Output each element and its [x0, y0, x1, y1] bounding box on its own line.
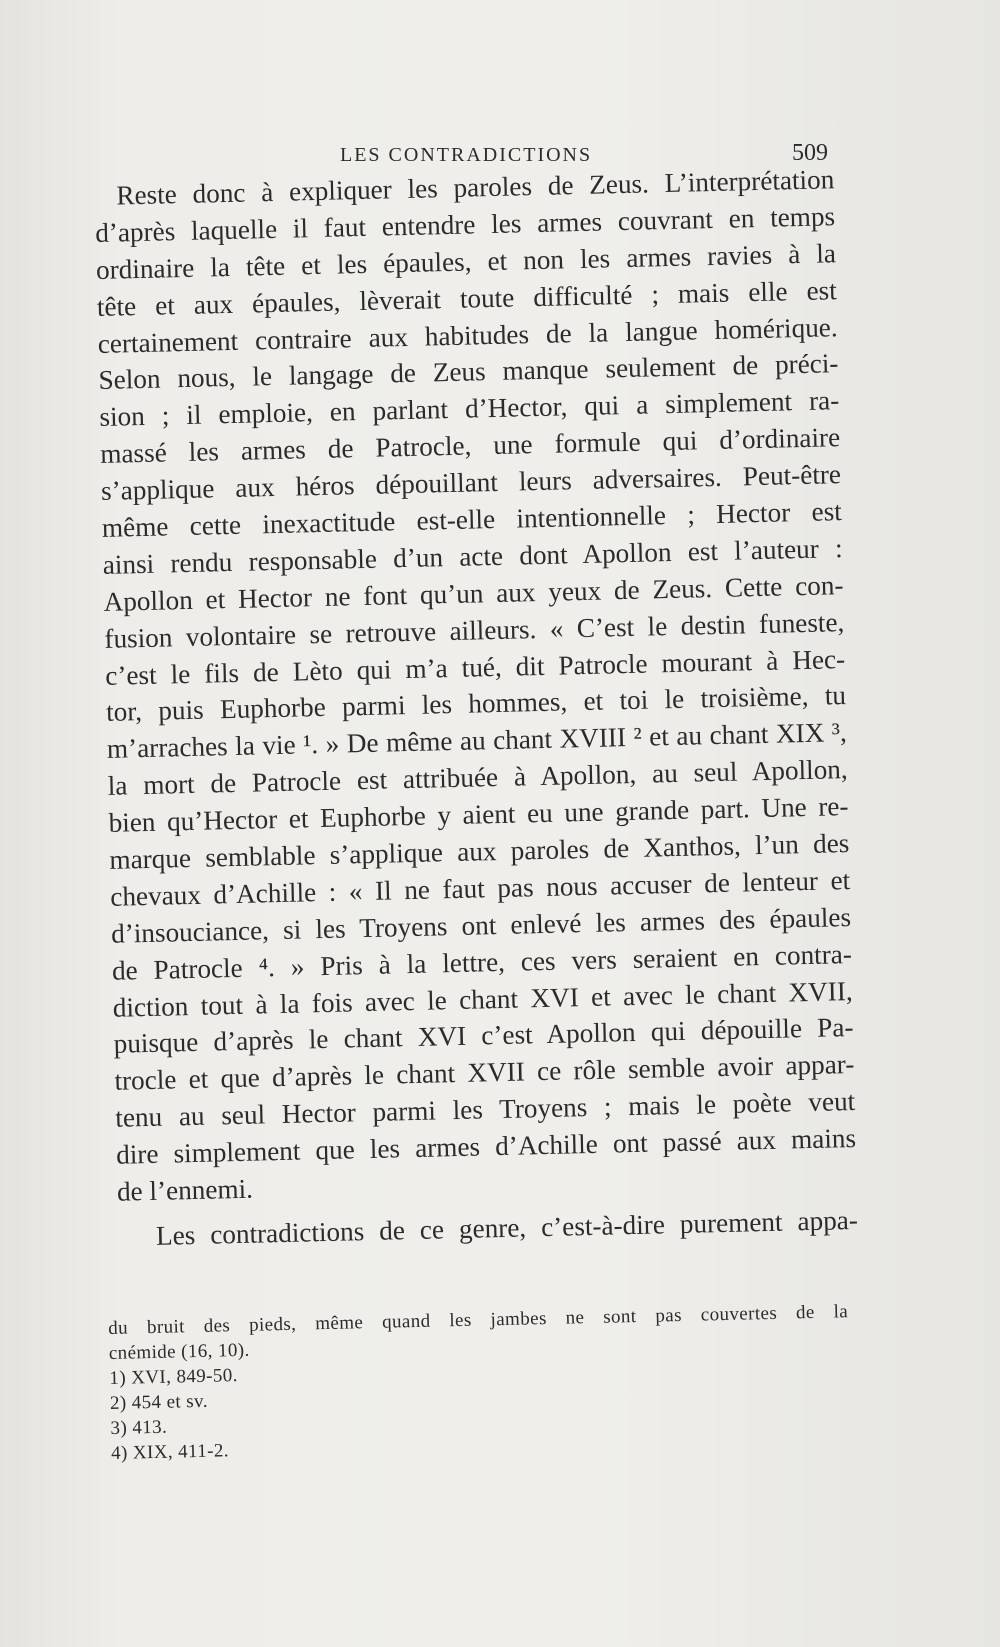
text-line: tor, puis Euphorbe parmi les hommes, et toi le troisième, tu [105, 680, 847, 728]
footnote-4: 4) XIX, 411-2. [110, 1440, 230, 1464]
text-line: trocle et que d’après le chant XVII ce rôle semble avoir appar- [114, 1049, 855, 1097]
text-line: m’arraches la vie ¹. » De même au chant XVIII ² et au chant XIX ³, [106, 717, 848, 765]
text-line: Reste donc à expliquer les paroles de Zeus. L’interprétation [116, 164, 835, 211]
text-line: tête et aux épaules, lèverait toute difficulté ; mais elle est [96, 274, 838, 322]
text-line: d’insouciance, si les Troyens ont enlevé les armes des épaules [110, 901, 852, 949]
text-line: marque semblable s’applique aux paroles de Xanthos, l’un des [109, 828, 850, 875]
text-line: la mort de Patrocle est attribuée à Apollon, au seul Apollon, [107, 754, 848, 802]
text-line: d’après laquelle il faut entendre les armes couvrant en temps [94, 201, 836, 248]
text-line: massé les armes de Patrocle, une formule qui d’ordinaire [99, 422, 841, 470]
text-line: ainsi rendu responsable d’un acte dont Apollon est l’auteur : [102, 533, 843, 580]
text-line: fusion volontaire se retrouve ailleurs. « C’est le destin funeste, [104, 606, 845, 654]
footnotes [108, 1299, 851, 1466]
page-number: 509 [792, 140, 828, 166]
text-line: Les contradictions de ce genre, c’est-à-dire purement appa- [155, 1204, 859, 1251]
text-line: de l’ennemi. [116, 1173, 254, 1207]
text-line: Selon nous, le langage de Zeus manque seulement de préci- [98, 348, 839, 396]
text-line: sion ; il emploie, en parlant d’Hector, qui a simplement ra- [99, 385, 840, 433]
running-head-title: LES CONTRADICTIONS [340, 144, 593, 166]
text-line: c’est le fils de Lèto qui m’a tué, dit Patrocle mourant à Hec- [104, 643, 846, 691]
text-line: s’applique aux héros dépouillant leurs adversaires. Peut-être [100, 459, 842, 507]
footnote-line: du bruit des pieds, même quand les jambes ne sont pas couvertes de la [108, 1301, 849, 1339]
text-line: diction tout à la fois avec le chant XVI et avec le chant XVII, [112, 975, 853, 1023]
text-line: dire simplement que les armes d’Achille ont passé aux mains [115, 1123, 857, 1170]
text-line: même cette inexactitude est-elle intentionnelle ; Hector est [101, 496, 843, 543]
footnote-3: 3) 413. [110, 1416, 168, 1439]
text-line: Apollon et Hector ne font qu’un aux yeux de Zeus. Cette con- [103, 569, 844, 617]
text-line: chevaux d’Achille : « Il ne faut pas nous accuser de lenteur et [109, 864, 851, 912]
footnote-1: 1) XVI, 849-50. [109, 1365, 239, 1389]
text-line: puisque d’après le chant XVI c’est Apollon qui dépouille Pa- [113, 1012, 854, 1060]
footnote-2: 2) 454 et sv. [109, 1390, 209, 1414]
text-line: ordinaire la tête et les épaules, et non les armes ravies à la [95, 237, 837, 285]
text-line: tenu au seul Hector parmi les Troyens ; mais le poète veut [114, 1086, 856, 1134]
text-line: bien qu’Hector et Euphorbe y aient eu une grande part. Une re- [108, 791, 849, 838]
body-text [94, 161, 858, 1255]
text-line: certainement contraire aux habitudes de la langue homérique. [97, 311, 838, 359]
text-line: de Patrocle ⁴. » Pris à la lettre, ces vers seraient en contra- [111, 938, 853, 986]
footnote-line: cnémide (16, 10). [108, 1339, 250, 1364]
